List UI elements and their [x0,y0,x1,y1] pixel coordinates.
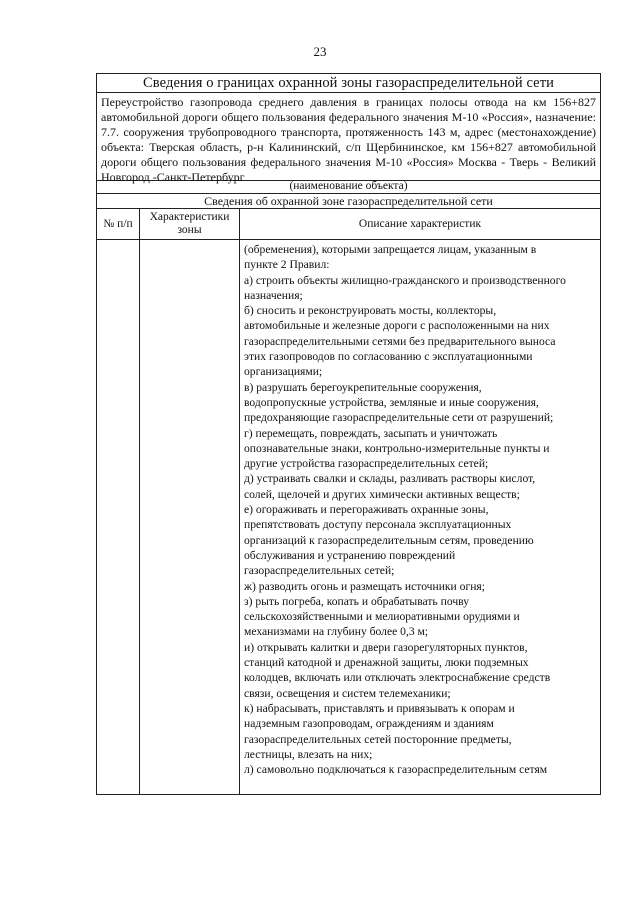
description-line: этих газопроводов по согласованию с эксплуатационными [244,350,533,364]
description-line: станций катодной и дренажной защиты, люки подземных [244,656,529,670]
description-line: г) перемещать, повреждать, засыпать и уничтожать [244,426,498,440]
description-line: и) открывать калитки и двери газорегуляторных пунктов, [244,640,528,654]
description-line: б) сносить и реконструировать мосты, коллекторы, [244,304,497,318]
description-line: организаций к газораспределительным сетям, проведению [244,533,534,547]
description-line: пункте 2 Правил: [244,258,330,272]
description-line: колодцев, включать или отключать электроснабжение средств [244,671,551,685]
description-line: лестницы, влезать на них; [244,747,373,761]
description-line: солей, щелочей и других химически активных веществ; [244,487,520,501]
num-cell [96,239,140,795]
table-header [96,208,601,240]
description-line: другие устройства газораспределительных сетей; [244,457,489,471]
object-description: Переустройство газопровода среднего давления в границах полосы отвода на км 156+827 автомобильной дороги общего пользования федерального значения М-10 «Россия», назначение: 7.7. сооружения трубопроводного транспорта, протяженность 143 м, адрес (местонахождение) объекта: Тверская область, р-н Калининский, с/п Щербининское, км 156+827 автомобильной дороги общего пользования федерального значения М-10 «Россия» Москва - Тверь - Великий Новгород -Санкт-Петербург [96,92,601,181]
characteristics-cell [139,239,240,795]
description-cell [239,239,601,795]
description-line: (обременения), которыми запрещается лицам, указанным в [244,243,537,256]
description-line: газораспределительных сетей; [244,564,395,578]
description-line: сельскохозяйственными и мелиоративными орудиями и [244,610,520,624]
description-line: препятствовать доступу персонала эксплуатационных [244,518,512,532]
description-line: а) строить объекты жилищно-гражданского и производственного [244,273,566,287]
description-line: з) рыть погреба, копать и обрабатывать почву [244,594,470,608]
description-line: назначения; [244,288,303,302]
description-line: механизмами на глубину более 0,3 м; [244,625,429,639]
description-line: д) устраивать свалки и склады, разливать растворы кислот, [244,472,536,486]
description-line: е) огораживать и перегораживать охранные зоны, [244,503,489,517]
column-header-num: № п/п [96,208,140,240]
description-line: автомобильные и железные дороги с расположенными на них [244,319,550,333]
description-line: предохраняющие газораспределительные сети от разрушений; [244,411,554,425]
zone-section-header: Сведения об охранной зоне газораспределительной сети [96,193,601,209]
description-line: связи, освещения и систем телемеханики; [244,686,451,700]
object-label: (наименование объекта) [96,180,601,194]
column-header-description: Описание характеристик [239,208,601,240]
document-title: Сведения о границах охранной зоны газораспределительной сети [96,73,601,93]
column-header-characteristics: Характеристики зоны [139,208,240,240]
description-line: ж) разводить огонь и размещать источники огня; [244,579,485,593]
description-line: газораспределительными сетями без предварительного выноса [244,334,556,348]
description-line: надземным газопроводам, ограждениям и зданиям [244,717,494,731]
table-body [96,239,601,795]
description-line: опознавательные знаки, контрольно-измерительные пункты и [244,441,550,455]
description-line: л) самовольно подключаться к газораспределительным сетям [244,763,548,777]
description-line: водопропускные устройства, земляные и иные сооружения, [244,395,539,409]
page-number: 23 [313,44,327,59]
description-line: к) набрасывать, приставлять и привязывать к опорам и [244,701,515,715]
description-line: обслуживания и устранению повреждений [244,548,456,562]
description-line: газораспределительных сетей посторонние предметы, [244,732,512,746]
description-line: в) разрушать берегоукрепительные сооружения, [244,380,482,394]
description-line: организациями; [244,365,323,379]
